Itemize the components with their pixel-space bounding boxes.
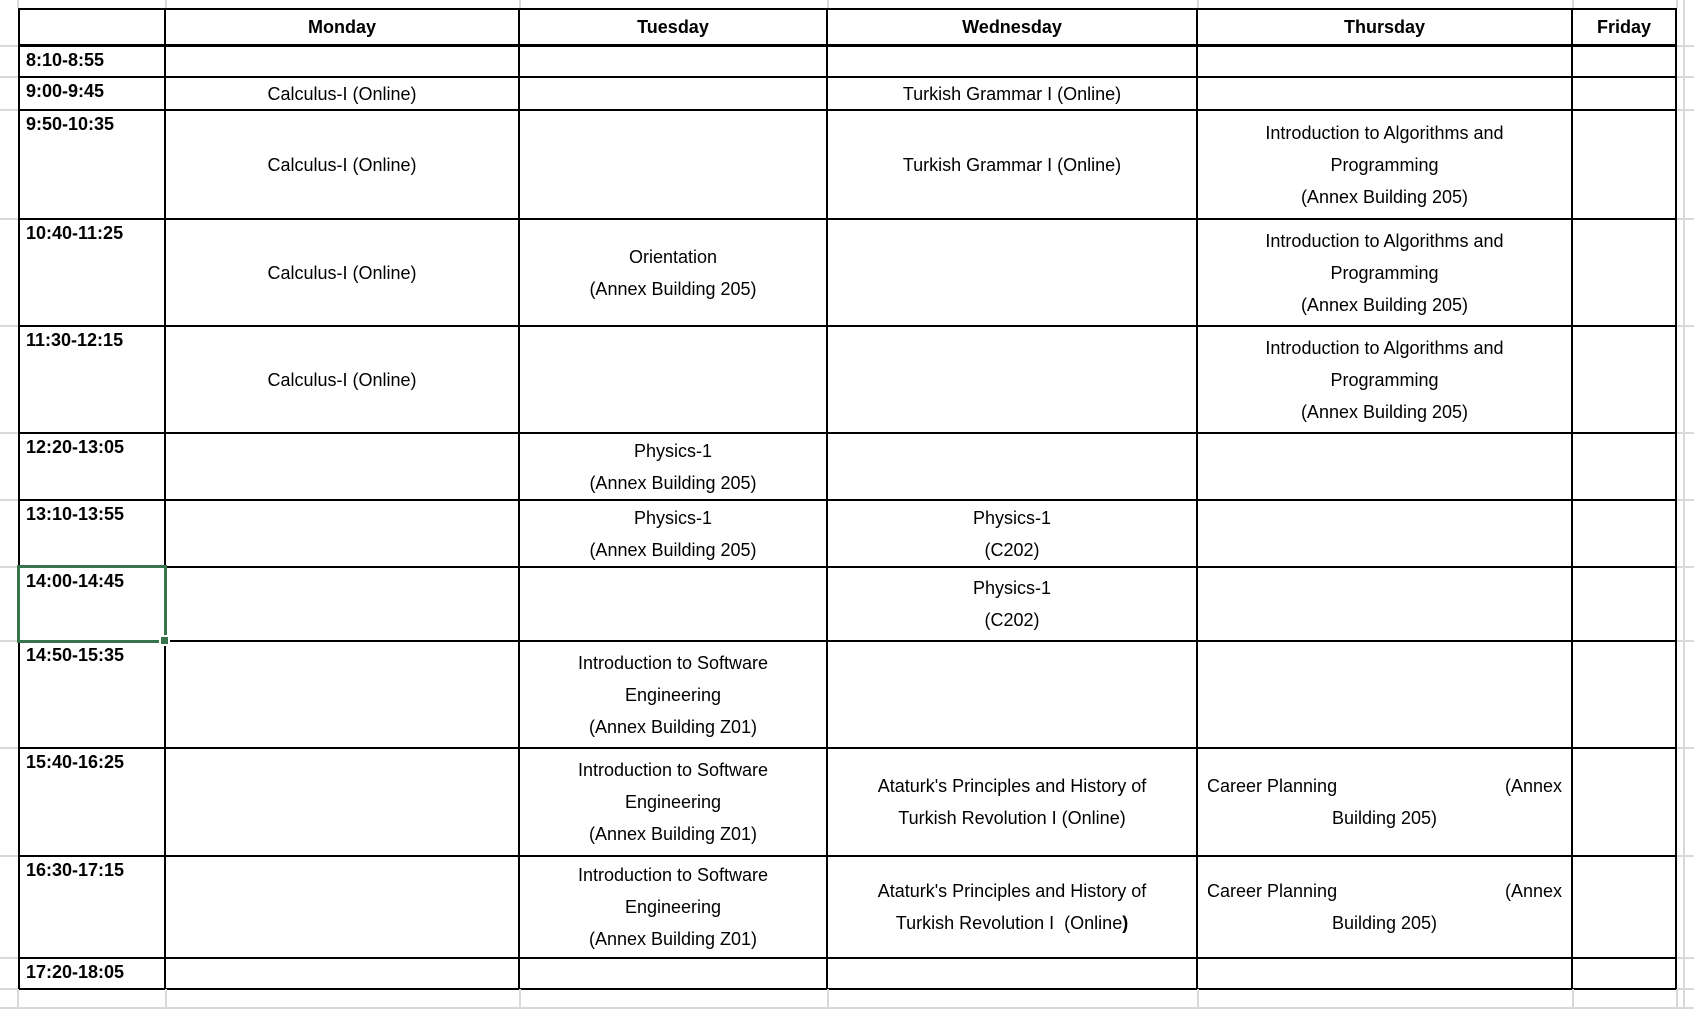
course-text-line: (Annex Building Z01) <box>588 824 758 844</box>
sheet-gridline <box>17 989 19 1008</box>
sheet-gridline <box>1572 0 1574 8</box>
sheet-gridline <box>1677 76 1694 78</box>
cell-monday-8-10-8-55[interactable] <box>166 47 520 78</box>
sheet-gridline <box>1677 499 1694 501</box>
course-text-line: Engineering <box>624 684 722 705</box>
cell-tuesday-13-10-13-55[interactable] <box>520 501 828 568</box>
cell-monday-15-40-16-25[interactable] <box>166 749 520 857</box>
course-text-line: Ataturk's Principles and History of <box>877 776 1147 796</box>
time-cell-14-00-14-45[interactable]: 14:00-14:45 <box>20 568 166 642</box>
cell-wednesday-11-30-12-15[interactable] <box>828 327 1198 434</box>
cell-wednesday-10-40-11-25[interactable] <box>828 220 1198 327</box>
sheet-gridline <box>1683 0 1685 1008</box>
course-text-line: Engineering <box>624 897 722 917</box>
sheet-gridline <box>1677 325 1694 327</box>
course-text-line: (Annex Building 205) <box>1300 294 1469 315</box>
sheet-gridline <box>1197 0 1199 8</box>
sheet-gridline <box>1677 218 1694 220</box>
cell-friday-10-40-11-25[interactable] <box>1573 220 1677 327</box>
sheet-gridline <box>827 989 829 1008</box>
sheet-gridline <box>519 0 521 8</box>
cell-tuesday-14-50-15-35[interactable] <box>520 642 828 749</box>
course-text-line: Introduction to Software <box>577 652 769 673</box>
header-thursday[interactable]: Thursday <box>1198 10 1573 47</box>
cell-tuesday-8-10-8-55[interactable] <box>520 47 828 78</box>
course-text-line: Turkish Grammar I (Online) <box>902 83 1122 104</box>
sheet-gridline <box>0 499 18 501</box>
course-text-line: (Annex Building 205) <box>589 539 757 560</box>
course-text-line: (Annex Building 205) <box>1300 186 1469 207</box>
cell-thursday-14-50-15-35[interactable] <box>1198 642 1573 749</box>
header-monday[interactable]: Monday <box>166 10 520 47</box>
sheet-gridline <box>1677 45 1694 47</box>
course-text-line: Physics-1 <box>633 507 713 528</box>
sheet-gridline <box>0 325 18 327</box>
cell-wednesday-12-20-13-05[interactable] <box>828 434 1198 501</box>
sheet-gridline <box>0 109 18 111</box>
cell-tuesday-17-20-18-05[interactable] <box>520 959 828 990</box>
course-text-line: (Annex Building 205) <box>589 278 757 299</box>
course-text-line: Programming <box>1330 154 1439 175</box>
cell-tuesday-15-40-16-25[interactable] <box>520 749 828 857</box>
time-cell-16-30-17-15[interactable]: 16:30-17:15 <box>20 857 166 959</box>
course-text-line: Introduction to Algorithms and <box>1265 337 1504 358</box>
cell-thursday-9-50-10-35[interactable] <box>1198 111 1573 220</box>
cell-thursday-10-40-11-25[interactable] <box>1198 220 1573 327</box>
cell-wednesday-15-40-16-25[interactable] <box>828 749 1198 857</box>
cell-friday-12-20-13-05[interactable] <box>1573 434 1677 501</box>
cell-friday-16-30-17-15[interactable] <box>1573 857 1677 959</box>
sheet-gridline <box>0 218 18 220</box>
cell-thursday-14-00-14-45[interactable] <box>1198 568 1573 642</box>
sheet-gridline <box>0 432 18 434</box>
timetable-grid <box>18 8 1677 990</box>
cell-thursday-8-10-8-55[interactable] <box>1198 47 1573 78</box>
sheet-gridline <box>0 855 18 857</box>
cell-tuesday-12-20-13-05[interactable] <box>520 434 828 501</box>
header-time-column[interactable] <box>20 10 166 47</box>
cell-thursday-11-30-12-15[interactable] <box>1198 327 1573 434</box>
sheet-gridline <box>1572 989 1574 1008</box>
cell-friday-13-10-13-55[interactable] <box>1573 501 1677 568</box>
time-cell-17-20-18-05[interactable]: 17:20-18:05 <box>20 959 166 990</box>
course-text-left: Career Planning <box>1207 881 1338 901</box>
cell-friday-14-50-15-35[interactable] <box>1573 642 1677 749</box>
course-text-line: (C202) <box>984 610 1040 630</box>
time-cell-9-50-10-35[interactable]: 9:50-10:35 <box>20 111 166 220</box>
cell-wednesday-14-50-15-35[interactable] <box>828 642 1198 749</box>
cell-thursday-17-20-18-05[interactable] <box>1198 959 1573 990</box>
sheet-gridline <box>0 45 18 47</box>
course-text-line: Introduction to Algorithms and <box>1265 230 1504 251</box>
course-text: Turkish Revolution I (Online <box>895 913 1123 933</box>
cell-friday-9-00-9-45[interactable] <box>1573 78 1677 111</box>
cell-friday-14-00-14-45[interactable] <box>1573 568 1677 642</box>
sheet-gridline <box>0 76 18 78</box>
course-text-line: Introduction to Software <box>577 760 769 780</box>
course-text-right: (Annex <box>1504 776 1562 796</box>
time-cell-9-00-9-45[interactable]: 9:00-9:45 <box>20 78 166 111</box>
course-text-line: Introduction to Software <box>577 865 769 885</box>
course-text-line: Building 205) <box>1331 808 1438 828</box>
sheet-gridline <box>1676 0 1678 8</box>
course-text-line: (Annex Building 205) <box>1300 401 1469 422</box>
cell-thursday-9-00-9-45[interactable] <box>1198 78 1573 111</box>
cell-tuesday-14-00-14-45[interactable] <box>520 568 828 642</box>
course-text-line: Building 205) <box>1331 913 1438 933</box>
cell-wednesday-13-10-13-55[interactable] <box>828 501 1198 568</box>
sheet-gridline <box>165 0 167 8</box>
sheet-gridline <box>165 989 167 1008</box>
time-cell-13-10-13-55[interactable]: 13:10-13:55 <box>20 501 166 568</box>
course-text-left: Career Planning <box>1207 776 1338 796</box>
sheet-gridline <box>0 957 18 959</box>
course-text-line: Introduction to Algorithms and <box>1265 122 1504 143</box>
course-text-line: Turkish Grammar I (Online) <box>902 154 1122 175</box>
course-text-right: (Annex <box>1504 881 1562 901</box>
sheet-gridline <box>827 0 829 8</box>
sheet-gridline <box>1677 747 1694 749</box>
cell-monday-16-30-17-15[interactable] <box>166 857 520 959</box>
cell-monday-10-40-11-25[interactable] <box>166 220 520 327</box>
cell-thursday-13-10-13-55[interactable] <box>1198 501 1573 568</box>
fill-handle[interactable] <box>159 635 170 646</box>
sheet-gridline <box>17 0 19 8</box>
sheet-gridline <box>1677 855 1694 857</box>
sheet-gridline <box>1676 989 1678 1008</box>
cell-tuesday-16-30-17-15[interactable] <box>520 857 828 959</box>
course-text-line-justified <box>1198 875 1571 907</box>
header-tuesday[interactable]: Tuesday <box>520 10 828 47</box>
time-cell-8-10-8-55[interactable]: 8:10-8:55 <box>20 47 166 78</box>
course-text-line: Calculus-I (Online) <box>267 369 417 390</box>
course-text-line: (Annex Building Z01) <box>588 716 758 737</box>
time-cell-11-30-12-15[interactable]: 11:30-12:15 <box>20 327 166 434</box>
cell-wednesday-16-30-17-15[interactable] <box>828 857 1198 959</box>
cell-tuesday-9-50-10-35[interactable] <box>520 111 828 220</box>
cell-monday-17-20-18-05[interactable] <box>166 959 520 990</box>
cell-monday-13-10-13-55[interactable] <box>166 501 520 568</box>
sheet-gridline <box>1677 566 1694 568</box>
sheet-gridline <box>0 640 18 642</box>
sheet-gridline <box>0 566 18 568</box>
course-text-line: Engineering <box>624 792 722 812</box>
cell-monday-14-50-15-35[interactable] <box>166 642 520 749</box>
course-text-bold-suffix: ) <box>1122 913 1129 933</box>
cell-monday-11-30-12-15[interactable] <box>166 327 520 434</box>
sheet-gridline <box>1677 988 1694 990</box>
sheet-gridline <box>1677 109 1694 111</box>
course-text-line: Calculus-I (Online) <box>267 262 417 283</box>
course-text-line: (C202) <box>984 539 1040 560</box>
sheet-gridline <box>1197 989 1199 1008</box>
sheet-gridline <box>519 989 521 1008</box>
cell-tuesday-10-40-11-25[interactable] <box>520 220 828 327</box>
course-text-line: Programming <box>1330 369 1439 390</box>
sheet-gridline <box>0 1007 1694 1009</box>
cell-friday-8-10-8-55[interactable] <box>1573 47 1677 78</box>
time-cell-12-20-13-05[interactable]: 12:20-13:05 <box>20 434 166 501</box>
course-text-line-justified <box>1198 770 1571 802</box>
time-cell-10-40-11-25[interactable]: 10:40-11:25 <box>20 220 166 327</box>
sheet-gridline <box>1677 432 1694 434</box>
sheet-gridline <box>1677 640 1694 642</box>
cell-tuesday-11-30-12-15[interactable] <box>520 327 828 434</box>
cell-monday-12-20-13-05[interactable] <box>166 434 520 501</box>
cell-thursday-16-30-17-15[interactable] <box>1198 857 1573 959</box>
cell-monday-9-00-9-45[interactable] <box>166 78 520 111</box>
cell-wednesday-17-20-18-05[interactable] <box>828 959 1198 990</box>
course-text-line <box>896 907 1128 939</box>
sheet-gridline <box>1677 957 1694 959</box>
header-wednesday[interactable]: Wednesday <box>828 10 1198 47</box>
cell-tuesday-9-00-9-45[interactable] <box>520 78 828 111</box>
cell-wednesday-9-50-10-35[interactable] <box>828 111 1198 220</box>
cell-thursday-15-40-16-25[interactable] <box>1198 749 1573 857</box>
course-text-line: Physics-1 <box>633 440 713 461</box>
cell-wednesday-14-00-14-45[interactable] <box>828 568 1198 642</box>
course-text-line: Turkish Revolution I (Online) <box>898 808 1126 828</box>
cell-wednesday-9-00-9-45[interactable] <box>828 78 1198 111</box>
cell-friday-11-30-12-15[interactable] <box>1573 327 1677 434</box>
course-text-line: Ataturk's Principles and History of <box>877 881 1147 901</box>
cell-monday-14-00-14-45[interactable] <box>166 568 520 642</box>
time-cell-15-40-16-25[interactable]: 15:40-16:25 <box>20 749 166 857</box>
cell-monday-9-50-10-35[interactable] <box>166 111 520 220</box>
header-friday[interactable]: Friday <box>1573 10 1677 47</box>
course-text-line: (Annex Building 205) <box>589 472 757 493</box>
sheet-gridline <box>0 988 18 990</box>
cell-friday-15-40-16-25[interactable] <box>1573 749 1677 857</box>
cell-thursday-12-20-13-05[interactable] <box>1198 434 1573 501</box>
time-cell-14-50-15-35[interactable]: 14:50-15:35 <box>20 642 166 749</box>
course-text-line: Calculus-I (Online) <box>267 154 417 175</box>
cell-friday-17-20-18-05[interactable] <box>1573 959 1677 990</box>
course-text-line: (Annex Building Z01) <box>588 929 758 949</box>
course-text-line: Physics-1 <box>972 507 1052 528</box>
cell-wednesday-8-10-8-55[interactable] <box>828 47 1198 78</box>
course-text-line: Programming <box>1330 262 1439 283</box>
course-text-line: Orientation <box>628 246 718 267</box>
course-text-line: Calculus-I (Online) <box>267 83 417 104</box>
cell-friday-9-50-10-35[interactable] <box>1573 111 1677 220</box>
course-text-line: Physics-1 <box>972 578 1052 598</box>
sheet-gridline <box>0 747 18 749</box>
